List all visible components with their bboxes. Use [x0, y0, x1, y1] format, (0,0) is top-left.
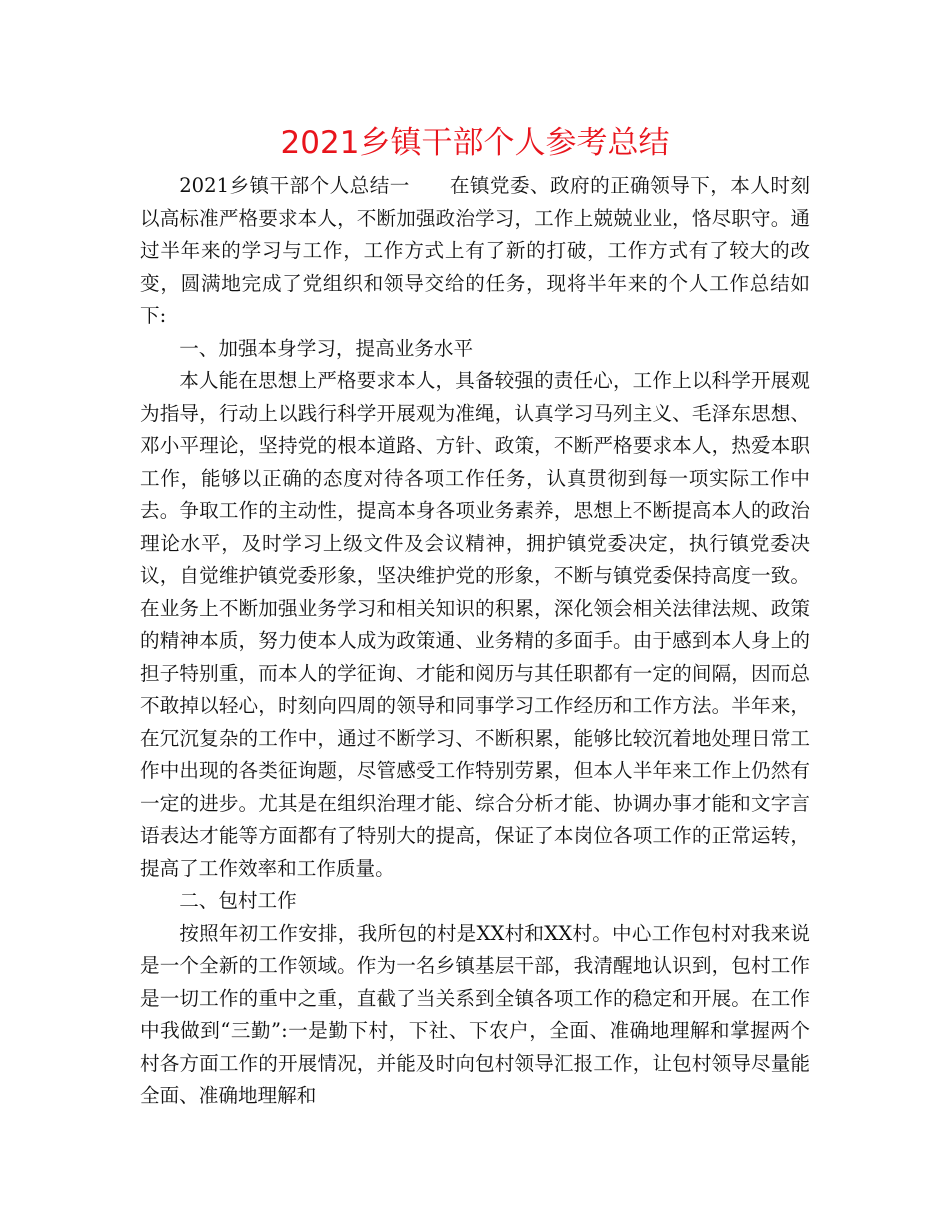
intro-paragraph: 2021乡镇干部个人总结一 在镇党委、政府的正确领导下，本人时刻以高标准严格要求本人，不断加强政治学习，工作上兢兢业业，恪尽职守。通过半年来的学习与工作，工作方式上有了新的打破，工作方式有了较大的改变，圆满地完成了党组织和领导交给的任务，现将半年来的个人工作总结如下: — [140, 174, 810, 327]
village-paragraph: 按照年初工作安排，我所包的村是XX村和XX村。中心工作包村对我来说是一个全新的工作领域。作为一名乡镇基层干部，我清醒地认识到，包村工作是一切工作的重中之重，直截了当关系到全镇各项工作的稳定和开展。在工作中我做到“三勤”:一是勤下村，下社、下农户，全面、准确地理解和掌握两个村各方面工作的开展情况，并能及时向包村领导汇报工作，让包村领导尽量能全面、准确地理解和 — [140, 921, 810, 1107]
study-paragraph: 本人能在思想上严格要求本人，具备较强的责任心，工作上以科学开展观为指导，行动上以践行科学开展观为准绳，认真学习马列主义、毛泽东思想、邓小平理论，坚持党的根本道路、方针、政策，不断严格要求本人，热爱本职工作，能够以正确的态度对待各项工作任务，认真贯彻到每一项实际工作中去。争取工作的主动性，提高本身各项业务素养，思想上不断提高本人的政治理论水平，及时学习上级文件及会议精神，拥护镇党委决定，执行镇党委决议，自觉维护镇党委形象，坚决维护党的形象，不断与镇党委保持高度一致。在业务上不断加强业务学习和相关知识的积累，深化领会相关法律法规、政策的精神本质，努力使本人成为政策通、业务精的多面手。由于感到本人身上的担子特别重，而本人的学征询、才能和阅历与其任职都有一定的间隔，因而总不敢掉以轻心，时刻向四周的领导和同事学习工作经历和工作方法。半年来，在冗沉复杂的工作中，通过不断学习、不断积累，能够比较沉着地处理日常工作中出现的各类征询题，尽管感受工作特别劳累，但本人半年来工作上仍然有一定的进步。尤其是在组织治理才能、综合分析才能、协调办事才能和文字言语表达才能等方面都有了特别大的提高，保证了本岗位各项工作的正常运转，提高了工作效率和工作质量。 — [140, 369, 810, 880]
document-page — [140, 120, 810, 1113]
document-title: 2021乡镇干部个人参考总结 — [280, 125, 670, 161]
section-heading-study: 一、加强本身学习，提高业务水平 — [179, 336, 474, 360]
section-heading-village: 二、包村工作 — [179, 889, 297, 912]
